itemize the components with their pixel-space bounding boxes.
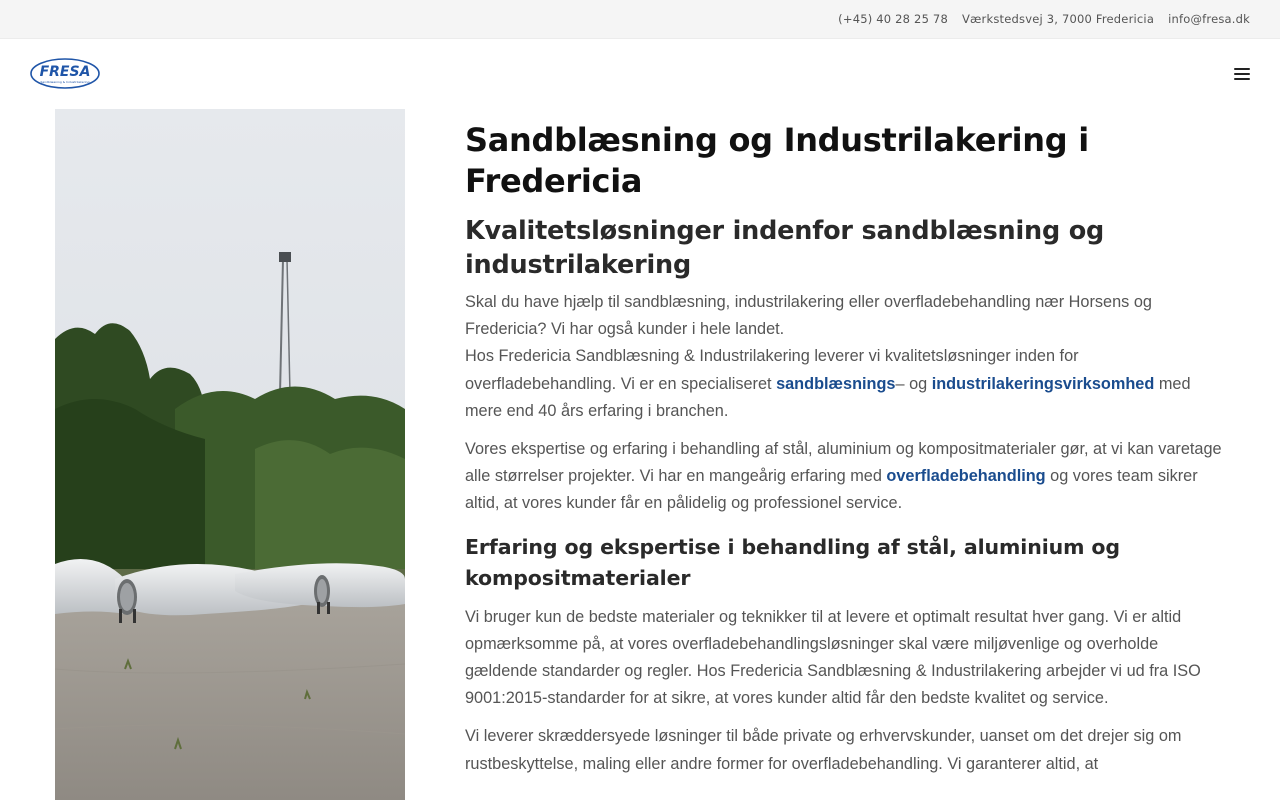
top-bar — [0, 0, 1280, 39]
hamburger-menu-icon[interactable] — [1234, 67, 1250, 81]
email-link[interactable]: info@fresa.dk — [1168, 12, 1250, 26]
page-subtitle: Kvalitetsløsninger indenfor sandblæsning og industrilakering — [465, 216, 1105, 280]
sandblaesning-link[interactable]: sandblæsnings — [776, 374, 896, 393]
materials-paragraph: Vi bruger kun de bedste materialer og teknikker til at levere et optimalt resultat hver gang. Vi er altid opmærksomme på, at vores overfladebehandlingsløsninger skal være miljøvenlige og overholde gældende standarder og regler. Hos Fredericia Sandblæsning & Industrilakering arbejder vi ud fra ISO 9001:2015-standarder for at sikre, at vores kunder altid får den bedste kvalitet og service. — [465, 607, 1201, 708]
fresa-logo[interactable] — [30, 58, 100, 89]
industrilakering-link[interactable]: industrilakeringsvirksomhed — [931, 374, 1155, 393]
intro-text-3: – og — [895, 374, 932, 393]
page-title: Sandblæsning og Industrilakering i Fredericia — [465, 121, 1089, 200]
expertise-text-1: Vores ekspertise og erfaring i behandling af stål, aluminium og kompositmaterialer gør, at vi kan varetage alle størrelser projekter. Vi har en mangeårig erfaring med — [465, 440, 1222, 486]
expertise-text-2: og vores team sikrer altid, at vores kunder får en pålidelig og professionel service. — [465, 467, 1198, 513]
overfladebehandling-link[interactable]: overfladebehandling — [886, 467, 1046, 486]
address-text: Værkstedsvej 3, 7000 Fredericia — [961, 12, 1155, 26]
logo-wordmark: FRESA — [39, 64, 91, 80]
expertise-paragraph — [465, 436, 1230, 518]
section-heading: Erfaring og ekspertise i behandling af stål, aluminium og kompositmaterialer — [465, 534, 1120, 590]
intro-paragraph — [465, 289, 1230, 425]
phone-link[interactable]: (+45) 40 28 25 78 — [838, 12, 948, 26]
intro-text-1: Skal du have hjælp til sandblæsning, industrilakering eller overfladebehandling nær Horsens og Fredericia? Vi har også kunder i hele landet. — [465, 293, 1152, 339]
solutions-paragraph: Vi leverer skræddersyede løsninger til både private og erhvervskunder, uanset om det drejer sig om rustbeskyttelse, maling eller andre former for overfladebehandling. Vi garanterer altid, at — [465, 727, 1182, 773]
intro-text-4: med mere end 40 års erfaring i branchen. — [465, 374, 1191, 420]
contact-info — [838, 12, 1250, 26]
main-content — [465, 120, 1230, 778]
logo-tagline: Sandblæsning & Industrilakering — [40, 80, 90, 84]
site-header — [0, 39, 1280, 109]
wind-turbine-blades-photo — [55, 109, 405, 800]
intro-text-2: Hos Fredericia Sandblæsning & Industrilakering leverer vi kvalitetsløsninger inden for overfladebehandling. Vi er en specialiseret — [465, 347, 1079, 393]
